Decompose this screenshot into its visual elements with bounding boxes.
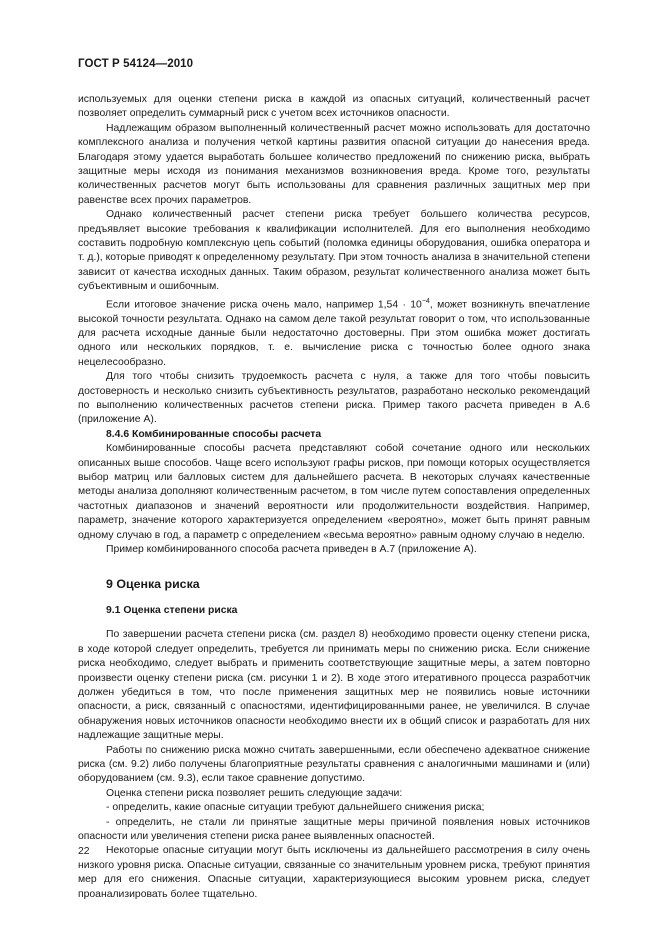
document-body [78,93,590,902]
paragraph: Комбинированные способы расчета представляют собой сочетание одного или нескольких описанных выше способов. Чаще всего используют графы рисков, при помощи которых осуществляется выбор матриц или балловых систем для дальнейшего расчета. В некоторых случаях качественные методы анализа дополняют количественным расчетом, в том числе путем сопоставления определенных частотных диапазонов и значений вероятности или продолжительности воздействия. Например, параметр, значение которого характеризуется определением «вероятно», может быть принят равным одному случаю в год, а параметр с определением «весьма вероятно» равным одному случаю в неделю. [78,443,590,541]
paragraph-text: Если итоговое значение риска очень мало, например 1,54 · 10 [106,299,422,311]
page-number: 22 [78,846,90,857]
document-header: ГОСТ Р 54124—2010 [78,58,194,70]
paragraph-text: , может возникнуть впечатление высокой точности результата. Однако на самом деле такой результат говорит о том, что использованные для расчета исходные данные были недостаточно достоверны. При этом ошибка может достигать одного или нескольких порядков, т. е. вычисление риска с точностью более одного знака нецелесообразно. [78,299,590,368]
paragraph: Некоторые опасные ситуации могут быть исключены из дальнейшего рассмотрения в силу очень низкого уровня риска. Опасные ситуации, связанные со значительным уровнем риска, требуют принятия мер для его снижения. Опасные ситуации, характеризующиеся высоким уровнем риска, следует проанализировать более тщательно. [78,845,590,900]
subsection-heading: 9.1 Оценка степени риска [106,604,238,616]
paragraph: Надлежащим образом выполненный количественный расчет можно использовать для достаточно комплексного анализа и получения четкой картины развития опасной ситуации до нанесения вреда. Благодаря этому удается выработать большее количество предложений по снижению риска, выбрать защитные меры исходя из понимания механизмов возникновения вреда. Кроме того, результаты количественных расчетов могут быть использованы для сравнения различных защитных мер при равенстве всех прочих параметров. [78,122,590,206]
paragraph: Пример комбинированного способа расчета приведен в А.7 (приложение А). [106,544,477,556]
paragraph [78,295,590,371]
list-item: - определить, какие опасные ситуации требуют дальнейшего снижения риска; [106,802,485,814]
paragraph: Оценка степени риска позволяет решить следующие задачи: [106,787,403,799]
section-heading: 9 Оценка риска [106,577,200,592]
paragraph: Работы по снижению риска можно считать завершенными, если обеспечено адекватное снижение риска (см. 9.2) либо получены благоприятные результаты сравнения с аналогичными машинами и (или) оборудованием (см. 9.3), если такое сравнение допустимо. [78,744,590,785]
subsection-heading: 8.4.6 Комбинированные способы расчета [106,428,322,440]
paragraph: По завершении расчета степени риска (см. раздел 8) необходимо провести оценку степени риска, в ходе которой следует определить, требуется ли принимать меры по снижению риска. Если снижение риска необходимо, следует выбрать и применить соответствующие защитные меры, а затем повторно произвести оценку степени риска (см. рисунки 1 и 2). В ходе этого итеративного процесса разработчик должен убедиться в том, что после применения защитных мер не появились новые источники опасности, а риск, связанный с опасностями, идентифицированными ранее, не увеличился. В случае обнаружения новых источников опасности необходимо внести их в общий список и разработать для них надлежащие защитные меры. [78,629,590,742]
paragraph: Для того чтобы снизить трудоемкость расчета с нуля, а также для того чтобы повысить достоверность и несколько снизить субъективность результатов, разработано несколько рекомендаций по выполнению количественных расчетов степени риска. Пример такого расчета приведен в А.6 (приложение А). [78,371,590,426]
exponent: −4 [421,297,430,305]
list-item: - определить, не стали ли принятые защитные меры причиной появления новых источников опасности или увеличения степени риска ранее выявленных опасностей. [78,816,590,842]
paragraph: используемых для оценки степени риска в каждой из опасных ситуаций, количественный расчет позволяет определить суммарный риск с учетом всех источников опасности. [78,94,590,120]
paragraph: Однако количественный расчет степени риска требует большего количества ресурсов, предъявляет высокие требования к квалификации исполнителей. Для его выполнения необходимо составить подробную комплексную цепь событий (поломка единицы оборудования, ошибка оператора и т. д.), которые приводят к определенному результату. При этом точность анализа в значительной степени зависит от качества исходных данных. Таким образом, результат количественного анализа может быть субъективным и ошибочным. [78,209,590,293]
